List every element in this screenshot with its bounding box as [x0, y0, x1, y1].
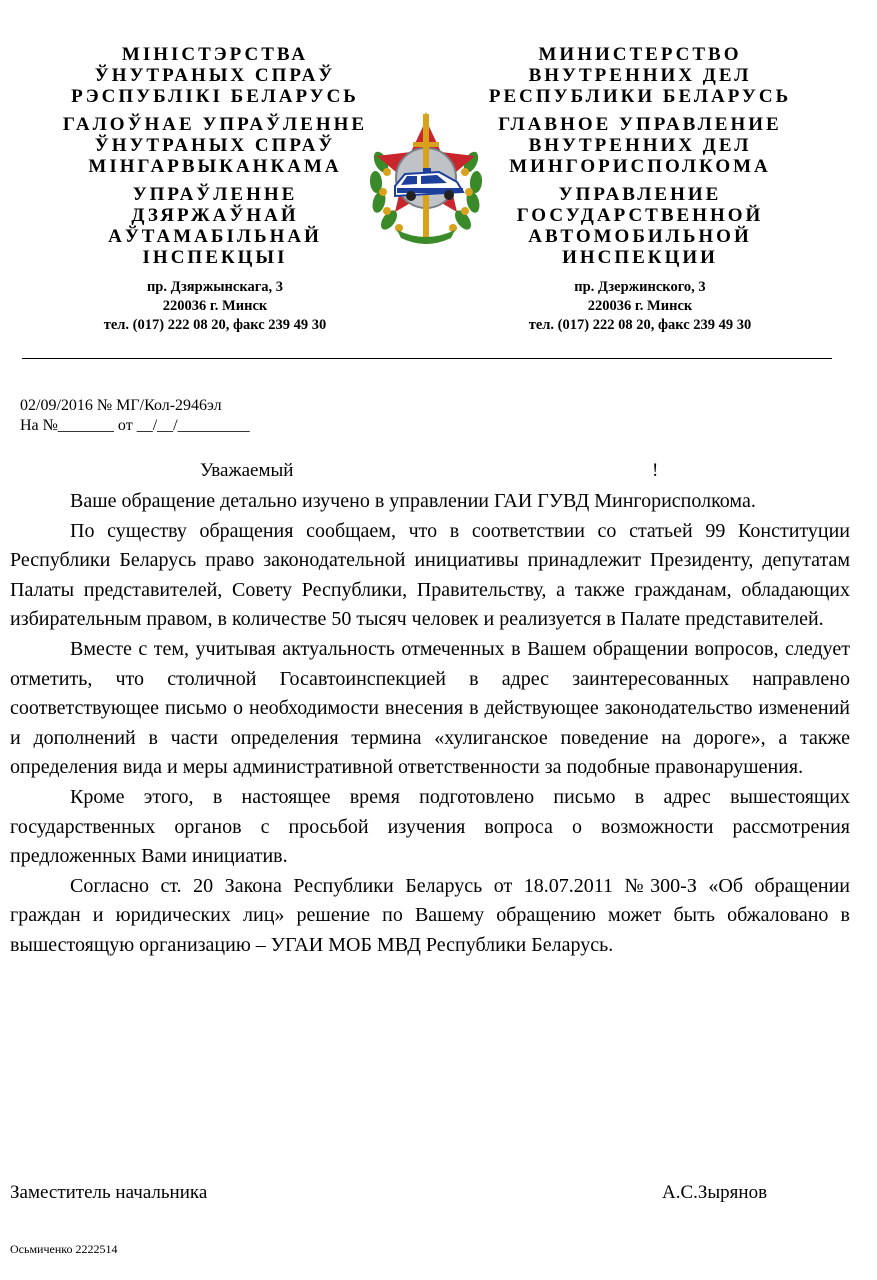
- header-right-line: РЕСПУБЛИКИ БЕЛАРУСЬ: [488, 86, 792, 107]
- header-left-line: АЎТАМАБІЛЬНАЙ: [108, 226, 322, 247]
- greeting-exclamation: !: [652, 460, 659, 481]
- reference-block: [20, 396, 250, 436]
- header-divider: [22, 358, 832, 359]
- header-left: [40, 44, 390, 335]
- header-right-line: АВТОМОБИЛЬНОЙ: [528, 226, 752, 247]
- header-right-line: ГЛАВНОЕ УПРАВЛЕНИЕ: [498, 114, 782, 135]
- gai-emblem-icon: [367, 112, 485, 252]
- header-left-line: ЎНУТРАНЫХ СПРАЎ: [94, 135, 336, 156]
- signature-position: Заместитель начальника: [10, 1182, 208, 1203]
- paragraph: Ваше обращение детально изучено в управлении ГАИ ГУВД Мингорисполкома.: [70, 490, 756, 512]
- address-phone: тел. (017) 222 08 20, факс 239 49 30: [103, 317, 327, 333]
- address-street: пр. Дзержинского, 3: [574, 279, 706, 295]
- header-left-line: ІНСПЕКЦЫІ: [142, 247, 288, 268]
- header-left-line: РЭСПУБЛІКІ БЕЛАРУСЬ: [71, 86, 359, 107]
- letter-body: [10, 487, 850, 961]
- header-left-line: МІНГАРВЫКАНКАМА: [88, 156, 342, 177]
- address-city: 220036 г. Минск: [162, 298, 268, 314]
- header-right-line: ГОСУДАРСТВЕННОЙ: [516, 205, 764, 226]
- header-left-line: УПРАЎЛЕННЕ: [132, 184, 298, 205]
- header-right-line: МИНГОРИСПОЛКОМА: [509, 156, 771, 177]
- signature-name: А.С.Зырянов: [662, 1182, 768, 1203]
- header-right-line: МИНИСТЕРСТВО: [538, 44, 742, 65]
- header-right-line: ВНУТРЕННИХ ДЕЛ: [528, 135, 752, 156]
- header-right-address: [470, 278, 810, 335]
- header-left-address: [40, 278, 390, 335]
- paragraph: Кроме этого, в настоящее время подготовлено письмо в адрес вышестоящих государственных органов с просьбой изучения вопроса о возможности рассмотрения предложенных Вами инициатив.: [10, 785, 850, 868]
- header-left-line: ДЗЯРЖАЎНАЙ: [131, 205, 299, 226]
- paragraph: Вместе с тем, учитывая актуальность отмеченных в Вашем обращении вопросов, следует отметить, что столичной Госавтоинспекцией в адрес заинтересованных направлено соответствующее письмо о необходимости внесения в действующее законодательство изменений и дополнений в части определения термина «хулиганское поведение на дороге», а также определения вида и меры административной ответственности за подобные правонарушения.: [10, 637, 850, 779]
- header-right-line: ИНСПЕКЦИИ: [562, 247, 718, 268]
- header-right-line: УПРАВЛЕНИЕ: [558, 184, 722, 205]
- executor: Осьмиченко 2222514: [10, 1242, 118, 1256]
- header-left-line: ЎНУТРАНЫХ СПРАЎ: [94, 65, 336, 86]
- address-street: пр. Дзяржынскага, 3: [146, 279, 284, 295]
- header-left-line: МІНІСТЭРСТВА: [121, 44, 309, 65]
- paragraph: Согласно ст. 20 Закона Республики Беларусь от 18.07.2011 №300-З «Об обращении граждан и юридических лиц» решение по Вашему обращению может быть обжаловано в вышестоящую организацию – УГАИ МОБ МВД Республики Беларусь.: [10, 874, 850, 956]
- header-left-line: ГАЛОЎНАЕ УПРАЎЛЕННЕ: [62, 114, 368, 135]
- paragraph: По существу обращения сообщаем, что в соответствии со статьей 99 Конституции Республики Беларусь право законодательной инициативы принадлежит Президенту, депутатам Палаты представителей, Совету Республики, Правительству, а также гражданам, обладающих избирательным правом, в количестве 50 тысяч человек и реализуется в Палате представителей.: [10, 519, 850, 631]
- header-right-line: ВНУТРЕННИХ ДЕЛ: [528, 65, 752, 86]
- incoming-reference: На №_______ от __/__/_________: [20, 417, 250, 434]
- outgoing-reference: 02/09/2016 № МГ/Кол-2946эл: [20, 397, 222, 414]
- greeting: Уважаемый: [200, 460, 294, 481]
- address-city: 220036 г. Минск: [587, 298, 693, 314]
- address-phone: тел. (017) 222 08 20, факс 239 49 30: [528, 317, 752, 333]
- header-right: [470, 44, 810, 335]
